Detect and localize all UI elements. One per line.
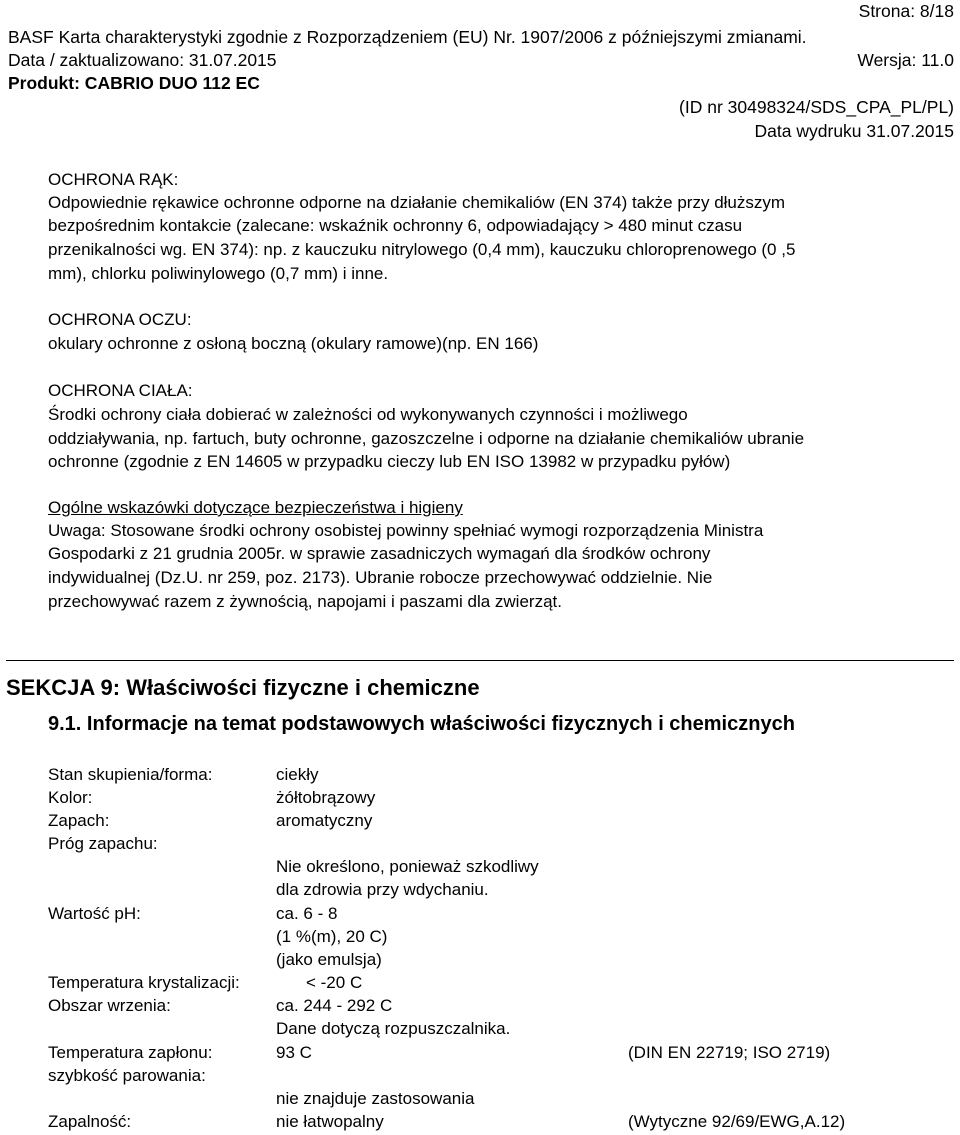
odor-threshold-value-2: dla zdrowia przy wdychaniu. — [276, 880, 489, 899]
crystallization-label: Temperatura krystalizacji: — [48, 973, 240, 992]
flammability-value: nie łatwopalny — [276, 1112, 384, 1131]
body-protection-line-1: Środki ochrony ciała dobierać w zależności od wykonywanych czynności i możliwego — [48, 405, 688, 424]
regulation-line: BASF Karta charakterystyki zgodnie z Rozporządzeniem (EU) Nr. 1907/2006 z późniejszymi zmianami. — [8, 27, 807, 47]
color-label: Kolor: — [48, 788, 93, 807]
section-9-1-subtitle: 9.1. Informacje na temat podstawowych właściwości fizycznych i chemicznych — [48, 713, 795, 735]
boiling-label: Obszar wrzenia: — [48, 996, 171, 1015]
hygiene-line-2: Gospodarki z 21 grudnia 2005r. w sprawie zasadniczych wymagań dla środków ochrony — [48, 544, 711, 563]
evaporation-label: szybkość parowania: — [48, 1066, 206, 1085]
ph-value-2: (1 %(m), 20 C) — [276, 927, 388, 946]
ph-value-3: (jako emulsja) — [276, 950, 382, 969]
state-label: Stan skupienia/forma: — [48, 765, 213, 784]
print-date: Data wydruku 31.07.2015 — [754, 121, 954, 141]
section-divider — [6, 660, 954, 661]
flash-point-label: Temperatura zapłonu: — [48, 1043, 213, 1062]
product-name: Produkt: CABRIO DUO 112 EC — [8, 73, 260, 93]
boiling-note: Dane dotyczą rozpuszczalnika. — [276, 1019, 511, 1038]
evaporation-value: nie znajduje zastosowania — [276, 1089, 475, 1108]
hygiene-line-1: Uwaga: Stosowane środki ochrony osobistej powinny spełniać wymogi rozporządzenia Ministra — [48, 521, 764, 540]
hygiene-line-3: indywidualnej (Dz.U. nr 259, poz. 2173). Ubranie robocze przechowywać oddzielnie. Nie — [48, 568, 713, 587]
ph-label: Wartość pH: — [48, 904, 141, 923]
body-protection-line-2: oddziaływania, np. fartuch, buty ochronne, gazoszczelne i odporne na działanie chemikaliów ubranie — [48, 429, 805, 448]
state-value: ciekły — [276, 765, 319, 784]
hand-protection-heading: OCHRONA RĄK: — [48, 170, 179, 189]
eye-protection-line-1: okulary ochronne z osłoną boczną (okulary ramowe)(np. EN 166) — [48, 334, 539, 353]
hygiene-line-4: przechowywać razem z żywnością, napojami i paszami dla zwierząt. — [48, 592, 562, 611]
flammability-method: (Wytyczne 92/69/EWG,A.12) — [628, 1112, 846, 1131]
date-updated: Data / zaktualizowano: 31.07.2015 — [8, 50, 277, 70]
crystallization-value: < -20 C — [306, 973, 363, 992]
odor-label: Zapach: — [48, 811, 110, 830]
flammability-label: Zapalność: — [48, 1112, 132, 1131]
color-value: żółtobrązowy — [276, 788, 376, 807]
document-id: (ID nr 30498324/SDS_CPA_PL/PL) — [679, 97, 954, 117]
flash-point-method: (DIN EN 22719; ISO 2719) — [628, 1043, 831, 1062]
eye-protection-heading: OCHRONA OCZU: — [48, 310, 192, 329]
flash-point-value: 93 C — [276, 1043, 312, 1062]
boiling-value: ca. 244 - 292 C — [276, 996, 393, 1015]
body-protection-line-3: ochronne (zgodnie z EN 14605 w przypadku cieczy lub EN ISO 13982 w przypadku pyłów) — [48, 452, 731, 471]
hand-protection-line-1: Odpowiednie rękawice ochronne odporne na działanie chemikaliów (EN 374) także przy dłuższym — [48, 193, 786, 212]
hygiene-heading: Ogólne wskazówki dotyczące bezpieczeństwa i higieny — [48, 498, 463, 517]
hand-protection-line-3: przenikalności wg. EN 374): np. z kauczuku nitrylowego (0,4 mm), kauczuku chloroprenowego (0 ,5 — [48, 240, 796, 259]
odor-value: aromatyczny — [276, 811, 373, 830]
body-protection-heading: OCHRONA CIAŁA: — [48, 381, 193, 400]
section-9-title: SEKCJA 9: Właściwości fizyczne i chemiczne — [6, 675, 480, 700]
page-number: Strona: 8/18 — [858, 1, 954, 21]
odor-threshold-value-1: Nie określono, ponieważ szkodliwy — [276, 857, 539, 876]
version: Wersja: 11.0 — [857, 50, 954, 70]
hand-protection-line-4: mm), chlorku poliwinylowego (0,7 mm) i inne. — [48, 264, 389, 283]
odor-threshold-label: Próg zapachu: — [48, 834, 158, 853]
hand-protection-line-2: bezpośrednim kontakcie (zalecane: wskaźnik ochronny 6, odpowiadający > 480 minut czasu — [48, 216, 743, 235]
ph-value-1: ca. 6 - 8 — [276, 904, 338, 923]
